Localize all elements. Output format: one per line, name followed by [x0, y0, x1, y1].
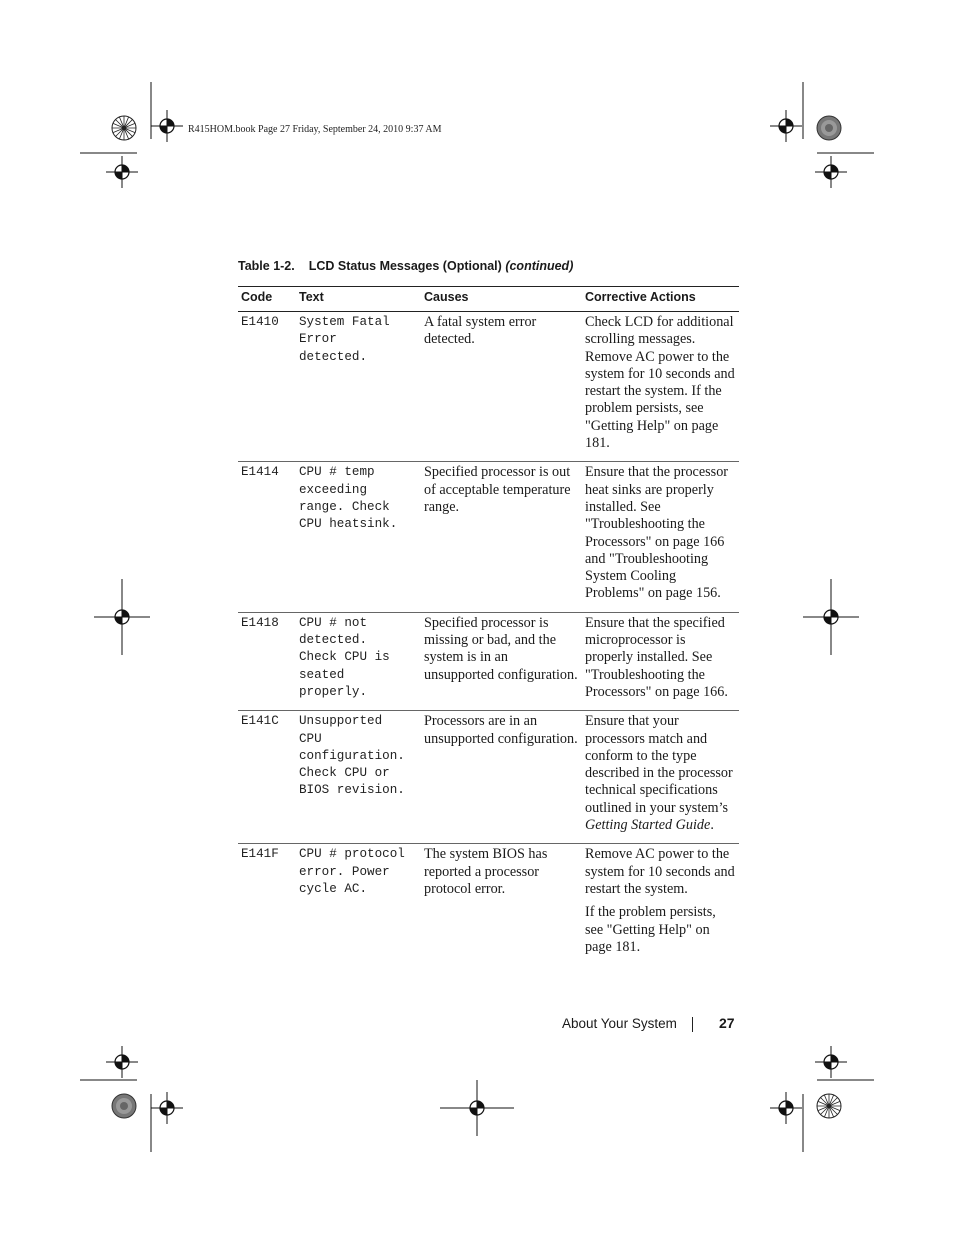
- causes-cell: Specified processor is out of acceptable temperature range.: [421, 462, 582, 612]
- text-cell: CPU # protocol error. Power cycle AC.: [299, 847, 405, 896]
- column-header-text: Text: [296, 287, 421, 312]
- code-cell: E141F: [241, 847, 279, 862]
- causes-cell: The system BIOS has reported a processor protocol error.: [424, 846, 548, 897]
- actions-cell: [582, 844, 739, 965]
- table-label: Table 1-2.: [238, 259, 295, 273]
- code-cell: E1414: [238, 462, 296, 612]
- causes-cell: Processors are in an unsupported configuration.: [421, 711, 582, 844]
- text-cell: Unsupported CPU configuration. Check CPU or BIOS revision.: [296, 711, 421, 844]
- table-continued: (continued): [505, 259, 574, 273]
- print-slug: R415HOM.book Page 27 Friday, September 24, 2010 9:37 AM: [188, 124, 442, 135]
- lcd-status-table: [238, 286, 739, 965]
- footer-divider: [692, 1017, 693, 1032]
- text-cell: CPU # temp exceeding range. Check CPU heatsink.: [296, 462, 421, 612]
- table-caption: [238, 259, 573, 273]
- column-header-code: Code: [238, 287, 296, 312]
- text-cell: System Fatal Error detected.: [296, 312, 421, 462]
- actions-cell: Ensure that the processor heat sinks are properly installed. See "Troubleshooting the Processors" on page 166 and "Troubleshooting System Cooling Problems" on page 156.: [582, 462, 739, 612]
- code-cell: E1410: [238, 312, 296, 462]
- text-cell: CPU # not detected. Check CPU is seated properly.: [296, 612, 421, 710]
- guide-title: Getting Started Guide: [585, 817, 711, 834]
- actions-period: .: [710, 817, 714, 834]
- column-header-actions: Corrective Actions: [582, 287, 739, 312]
- actions-cell: [582, 711, 739, 844]
- table-row: [238, 312, 739, 462]
- code-cell: E1418: [238, 612, 296, 710]
- footer-section-title: About Your System: [562, 1016, 677, 1031]
- column-header-causes: Causes: [421, 287, 582, 312]
- table-row: [238, 711, 739, 844]
- causes-cell: Specified processor is missing or bad, and the system is in an unsupported configuration.: [421, 612, 582, 710]
- table-row: [238, 612, 739, 710]
- page-number: 27: [719, 1015, 735, 1031]
- code-cell: E141C: [238, 711, 296, 844]
- table-header-row: [238, 287, 739, 312]
- actions-cell: Check LCD for additional scrolling messages. Remove AC power to the system for 10 seconds and restart the system. If the problem persists, see "Getting Help" on page 181.: [582, 312, 739, 462]
- actions-text: Ensure that your processors match and conform to the type described in the processor technical specifications outlined in your system’s: [585, 713, 733, 816]
- actions-cell: Ensure that the specified microprocessor is properly installed. See "Troubleshooting the Processors" on page 166.: [582, 612, 739, 710]
- table-row: [238, 844, 739, 965]
- causes-cell: A fatal system error detected.: [421, 312, 582, 462]
- table-row: [238, 462, 739, 612]
- actions-paragraph: Remove AC power to the system for 10 seconds and restart the system.: [585, 846, 735, 897]
- table-title: LCD Status Messages (Optional): [308, 259, 502, 273]
- actions-paragraph: If the problem persists, see "Getting Help" on page 181.: [585, 904, 716, 955]
